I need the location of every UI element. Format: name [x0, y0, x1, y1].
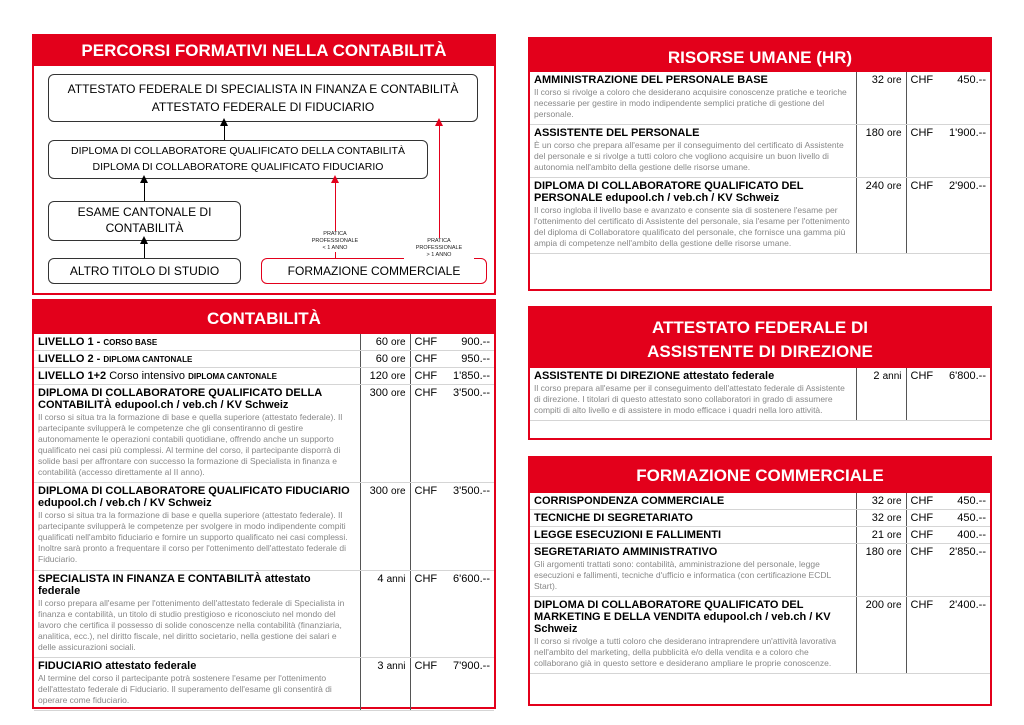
course-cell: [530, 510, 856, 527]
direzione-title-line1: ATTESTATO FEDERALE DI: [652, 318, 868, 337]
course-cell: [530, 72, 856, 125]
duration-unit: ore: [887, 547, 902, 558]
course-row: [530, 178, 990, 254]
course-title: ASSISTENTE DEL PERSONALE: [534, 127, 700, 140]
course-row: [34, 483, 494, 570]
duration-unit: ore: [391, 337, 406, 348]
course-duration: [856, 72, 906, 125]
commerciale-panel: [528, 456, 992, 706]
arrow-diploma-attestato: [224, 125, 225, 140]
course-duration: [360, 385, 410, 483]
duration-unit: ore: [391, 371, 406, 382]
course-name: [534, 370, 852, 382]
course-description: Il corso si rivolge a tutti coloro che desiderano intraprendere un'attività lavorativa nell'ambito del marketing, della pubblicità e/o della vendita e a coloro che collaborano già in questo settore e desiderano ampliare le proprie conoscenze.: [534, 636, 837, 669]
course-price: 2'900.--: [942, 178, 990, 254]
arrow-altro-esame: [144, 243, 145, 258]
course-name: [534, 599, 852, 635]
course-duration: [856, 597, 906, 674]
box-top-line1: ATTESTATO FEDERALE DI SPECIALISTA IN FINANZA E CONTABILITÀ: [67, 82, 459, 96]
course-cell: [34, 385, 360, 483]
course-cell: [530, 178, 856, 254]
course-cell: [530, 493, 856, 510]
pratica-long-label: [404, 238, 474, 259]
course-subtitle: CORSO BASE: [103, 338, 158, 347]
course-name: [534, 180, 852, 204]
course-duration: [856, 527, 906, 544]
course-description: Gli argomenti trattati sono: contabilità, amministrazione del personale, legge esecuzioni e fallimenti, tecniche d'ufficio e informatica (con certificazione ECDL Start).: [534, 559, 831, 592]
course-cell: [530, 544, 856, 597]
currency: CHF: [906, 493, 942, 510]
course-name: [38, 353, 356, 365]
currency: CHF: [906, 178, 942, 254]
box-esame-cantonale: ESAME CANTONALE DI CONTABILITÀ: [48, 201, 241, 241]
course-name: [534, 529, 852, 541]
course-cell: [34, 483, 360, 570]
course-duration: [360, 334, 410, 351]
duration-unit: ore: [887, 530, 902, 541]
box-altro-titolo: ALTRO TITOLO DI STUDIO: [48, 258, 241, 284]
course-description: Al termine del corso il partecipante potrà sostenere l'esame per l'ottenimento dell'attestato federale di Fiduciario. Il superamento dell'esame gli consentirà di operare come fiduciario.: [38, 672, 332, 705]
contabilita-panel: [32, 299, 496, 709]
duration-value: 180: [865, 127, 884, 140]
direzione-panel: [528, 306, 992, 440]
duration-value: 32: [871, 74, 884, 86]
duration-value: 300: [369, 485, 388, 498]
direzione-title: [530, 308, 990, 368]
pratica-short-line2: < 1 ANNO: [322, 245, 348, 252]
commerciale-table: [530, 493, 990, 674]
course-duration: [856, 178, 906, 254]
percorsi-title: PERCORSI FORMATIVI NELLA CONTABILITÀ: [34, 36, 494, 66]
course-row: [34, 334, 494, 351]
currency: CHF: [410, 657, 446, 710]
course-cell: [34, 657, 360, 710]
currency: CHF: [410, 570, 446, 657]
course-duration: [856, 368, 906, 421]
pratica-short-label: [300, 231, 370, 252]
risorse-table: [530, 72, 990, 254]
course-title: ASSISTENTE DI DIREZIONE attestato federale: [534, 370, 775, 382]
course-name: [38, 387, 356, 411]
course-description: Il corso si situa tra la formazione di base e quella superiore (attestato federale). Il partecipante svilupperà le competenze per svolgere in modo indipendente compiti qualificati nell'ambito fiduciario e fornire un supporto qualificato nei casi complessi. Inoltre sarà pronto a frequentare il corso per l'ottenimento dell'attestato federale di Fiduciario.: [38, 510, 348, 565]
course-price: 1'900.--: [942, 125, 990, 178]
currency: CHF: [906, 597, 942, 674]
course-row: [34, 570, 494, 657]
course-cell: [530, 125, 856, 178]
box-diploma: [48, 140, 428, 179]
course-title: AMMINISTRAZIONE DEL PERSONALE BASE: [534, 74, 768, 86]
box-diploma-line1: DIPLOMA DI COLLABORATORE QUALIFICATO DELLA CONTABILITÀ: [71, 144, 405, 157]
course-duration: [856, 493, 906, 510]
course-title: FIDUCIARIO attestato federale: [38, 659, 197, 672]
course-price: 900.--: [446, 334, 494, 351]
course-title: SEGRETARIATO AMMINISTRATIVO: [534, 546, 718, 558]
currency: CHF: [906, 72, 942, 125]
duration-value: 300: [369, 387, 388, 399]
duration-value: 180: [865, 546, 884, 558]
currency: CHF: [906, 527, 942, 544]
course-cell: [34, 334, 360, 351]
course-duration: [360, 570, 410, 657]
course-duration: [360, 351, 410, 368]
direzione-title-line2: ASSISTENTE DI DIREZIONE: [647, 342, 873, 361]
course-price: 6'600.--: [446, 570, 494, 657]
currency: CHF: [410, 385, 446, 483]
currency: CHF: [410, 483, 446, 570]
box-top-line2: ATTESTATO FEDERALE DI FIDUCIARIO: [151, 100, 375, 114]
course-price: 3'500.--: [446, 385, 494, 483]
course-name: [38, 485, 356, 509]
duration-unit: ore: [887, 513, 902, 524]
duration-value: 32: [871, 512, 884, 524]
course-row: [530, 72, 990, 125]
course-row: [530, 493, 990, 510]
course-duration: [360, 657, 410, 710]
risorse-panel: [528, 37, 992, 291]
duration-unit: ore: [887, 181, 902, 193]
course-description: Il corso si situa tra la formazione di base e quella superiore (attestato federale). Il partecipante svilupperà le competenze che gli consentiranno di gestire autonomamente le operazioni contabili quotidiane, offrendo anche un supporto qualificato nei casi più complessi. Al termine del corso, il partecipante disporrà di solide basi per affrontare con successo la formazione di Specialista in finanza e contabilità (accesso direttamente al II anno).: [38, 412, 343, 478]
course-price: 7'900.--: [446, 657, 494, 710]
course-row: [530, 544, 990, 597]
pratica-long-line2: > 1 ANNO: [426, 252, 452, 259]
course-intensive: Corso intensivo: [109, 370, 189, 382]
box-diploma-line2: DIPLOMA DI COLLABORATORE QUALIFICATO FIDUCIARIO: [92, 160, 384, 173]
course-name: [534, 546, 852, 558]
course-name: [38, 336, 356, 348]
duration-unit: ore: [391, 486, 406, 498]
course-title: DIPLOMA DI COLLABORATORE QUALIFICATO FIDUCIARIO edupool.ch / veb.ch / KV Schweiz: [38, 485, 350, 510]
duration-unit: anni: [386, 573, 406, 585]
duration-unit: anni: [386, 660, 406, 672]
course-cell: [530, 597, 856, 674]
course-name: [38, 660, 356, 672]
course-price: 6'800.--: [942, 368, 990, 421]
course-price: 3'500.--: [446, 483, 494, 570]
pratica-long-line1: PRATICA PROFESSIONALE: [415, 238, 463, 252]
currency: CHF: [410, 334, 446, 351]
course-description: Il corso si rivolge a coloro che desiderano acquisire conoscenze pratiche e teoriche necessarie per gestire in modo indipendente semplici pratiche di gestione del personale.: [534, 87, 847, 120]
duration-value: 60: [375, 336, 388, 348]
direzione-table: [530, 368, 990, 421]
duration-value: 60: [375, 353, 388, 365]
course-row: [34, 351, 494, 368]
course-cell: [530, 527, 856, 544]
box-formazione-commerciale: FORMAZIONE COMMERCIALE: [261, 258, 487, 284]
currency: CHF: [410, 351, 446, 368]
duration-value: 3: [377, 659, 384, 672]
course-name: [534, 74, 852, 86]
course-description: Il corso prepara all'esame per il conseguimento dell'attestato federale di Assistente di direzione. I titolari di questo attestato sono collaboratori in grado di assumere compiti di alto livello e di assistere in modo efficace i quadri nella loro attività.: [534, 383, 845, 416]
course-row: [530, 510, 990, 527]
course-duration: [360, 483, 410, 570]
course-row: [34, 368, 494, 385]
course-title: DIPLOMA DI COLLABORATORE QUALIFICATO DEL MARKETING E DELLA VENDITA edupool.ch / veb.ch / KV Schweiz: [534, 599, 831, 636]
duration-value: 32: [871, 495, 884, 507]
course-duration: [856, 510, 906, 527]
duration-value: 240: [865, 180, 884, 193]
currency: CHF: [906, 544, 942, 597]
course-description: Il corso prepara all'esame per l'ottenimento dell'attestato federale di Specialista in finanza e contabilità, un titolo di studio prestigioso e riconosciuto nel mondo del lavoro che certifica il possesso di solide conoscenze nella contabilità (finanziaria, analitica, ecc.), nel diritto fiscale, nel diritto societario, nella gestione dei salari e delle assicurazioni sociali.: [38, 597, 345, 652]
course-name: [534, 495, 852, 507]
course-row: [530, 368, 990, 421]
commerciale-title: FORMAZIONE COMMERCIALE: [530, 458, 990, 493]
course-price: 400.--: [942, 527, 990, 544]
course-name: [38, 370, 356, 382]
contabilita-title: CONTABILITÀ: [34, 301, 494, 334]
course-title: LIVELLO 2 -: [38, 353, 104, 365]
course-duration: [856, 544, 906, 597]
course-name: [38, 573, 356, 597]
course-cell: [34, 351, 360, 368]
course-subtitle: DIPLOMA CANTONALE: [103, 355, 193, 364]
course-title: LIVELLO 1+2: [38, 370, 110, 382]
course-row: [530, 527, 990, 544]
pratica-short-line1: PRATICA PROFESSIONALE: [311, 231, 359, 245]
currency: CHF: [906, 510, 942, 527]
course-price: 450.--: [942, 510, 990, 527]
duration-value: 21: [871, 529, 884, 541]
contabilita-table: [34, 334, 494, 711]
duration-unit: anni: [882, 371, 902, 382]
course-price: 950.--: [446, 351, 494, 368]
duration-value: 200: [865, 599, 884, 612]
course-row: [34, 657, 494, 710]
box-attestato-federale: [48, 74, 478, 122]
course-description: È un corso che prepara all'esame per il conseguimento del certificato di Assistente del personale e si rivolge a tutti coloro che vogliono acquisire un buon livello di autonomia nell'ambito della gestione delle risorse umane.: [534, 140, 844, 173]
risorse-title: RISORSE UMANE (HR): [530, 39, 990, 72]
course-price: 2'850.--: [942, 544, 990, 597]
currency: CHF: [906, 368, 942, 421]
course-title: DIPLOMA DI COLLABORATORE QUALIFICATO DELLA CONTABILITÀ edupool.ch / veb.ch / KV Schweiz: [38, 387, 322, 411]
currency: CHF: [906, 125, 942, 178]
duration-unit: ore: [887, 600, 902, 612]
course-row: [530, 597, 990, 674]
arrow-esame-diploma: [144, 182, 145, 201]
course-cell: [34, 570, 360, 657]
course-title: DIPLOMA DI COLLABORATORE QUALIFICATO DEL PERSONALE edupool.ch / veb.ch / KV Schweiz: [534, 180, 804, 205]
course-title: LEGGE ESECUZIONI E FALLIMENTI: [534, 529, 722, 541]
course-description: Il corso ingloba il livello base e avanzato e consente sia di sostenere l'esame per l'ottenimento del certificato di Assistente del personale, sia l'esame per l'ottenimento del diploma di Collaboratore qualificato del personale, che fornisce una gamma più ampia di competenze nell'ambito della gestione delle risorse umane.: [534, 205, 850, 249]
duration-unit: ore: [391, 354, 406, 365]
duration-unit: ore: [391, 388, 406, 399]
course-title: TECNICHE DI SEGRETARIATO: [534, 512, 693, 524]
course-cell: [34, 368, 360, 385]
currency: CHF: [410, 368, 446, 385]
course-name: [534, 512, 852, 524]
course-price: 450.--: [942, 72, 990, 125]
course-name: [534, 127, 852, 139]
duration-value: 4: [377, 572, 384, 585]
course-cell: [530, 368, 856, 421]
course-title: CORRISPONDENZA COMMERCIALE: [534, 495, 725, 507]
course-duration: [856, 125, 906, 178]
duration-unit: ore: [887, 75, 902, 86]
course-duration: [360, 368, 410, 385]
course-row: [34, 385, 494, 483]
course-price: 1'850.--: [446, 368, 494, 385]
course-price: 450.--: [942, 493, 990, 510]
course-price: 2'400.--: [942, 597, 990, 674]
course-title: LIVELLO 1 -: [38, 336, 104, 348]
duration-value: 120: [369, 370, 388, 382]
duration-unit: ore: [887, 128, 902, 140]
course-title: SPECIALISTA IN FINANZA E CONTABILITÀ attestato federale: [38, 572, 311, 597]
course-row: [530, 125, 990, 178]
duration-unit: ore: [887, 496, 902, 507]
duration-value: 2: [873, 370, 880, 382]
course-subtitle: DIPLOMA CANTONALE: [188, 372, 277, 381]
